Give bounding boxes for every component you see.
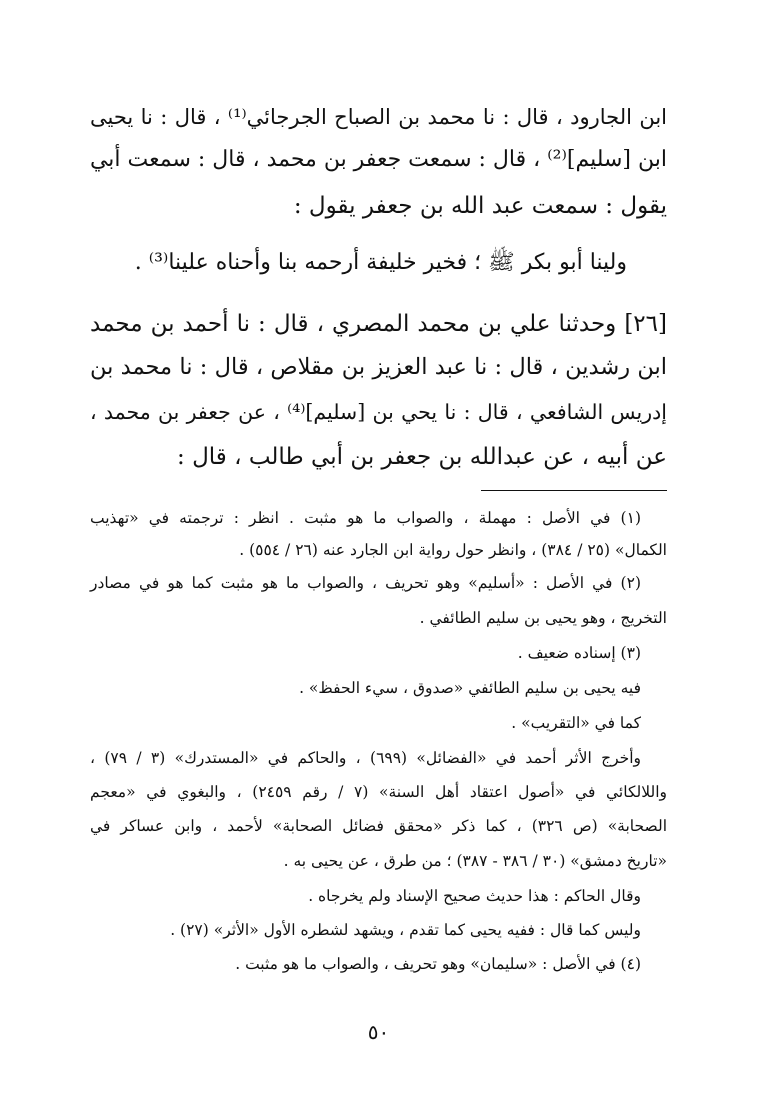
footnote-line: كما في «التقريب» . (511, 714, 641, 732)
hadith-line: ابن رشدين ، قال : نا عبد العزيز بن مقلاص ، قال : نا محمد بن (90, 354, 667, 380)
hadith-line: إدريس الشافعي ، قال : نا يحي بن [سليم]⁽⁴⁾ ، عن جعفر بن محمد ، (90, 400, 667, 424)
footnote-line: الصحابة» (ص ٣٢٦) ، كما ذكر «محقق فضائل الصحابة» لأحمد ، وابن عساكر في (90, 817, 667, 835)
footnote-line: (٤) في الأصل : «سليمان» وهو تحريف ، والصواب ما هو مثبت . (235, 955, 641, 973)
footnote-line: «تاريخ دمشق» (٣٠ / ٣٨٦ - ٣٨٧) ؛ من طرق ، عن يحيى به . (283, 852, 667, 870)
page-number: ٥٠ (367, 1020, 390, 1044)
footnote-line: (١) في الأصل : مهملة ، والصواب ما هو مثبت . انظر : ترجمته في «تهذيب (90, 509, 641, 527)
footnote-line: (٣) إسناده ضعيف . (517, 644, 641, 662)
verse-line: ولينا أبو بكر ﷺ ؛ فخير خليفة أرحمه بنا وأحناه علينا⁽³⁾ . (134, 250, 627, 275)
footnote-line: وقال الحاكم : هذا حديث صحيح الإسناد ولم يخرجاه . (308, 887, 641, 905)
footnote-line: وأخرج الأثر أحمد في «الفضائل» (٦٩٩) ، والحاكم في «المستدرك» (٣ / ٧٩) ، (90, 749, 642, 767)
main-text-line: ابن الجارود ، قال : نا محمد بن الصباح الجرجائي⁽¹⁾ ، قال : نا يحيى (90, 105, 667, 129)
footnote-line: (٢) في الأصل : «أسليم» وهو تحريف ، والصواب ما هو مثبت كما هو في مصادر (90, 574, 641, 592)
footnote-line: فيه يحيى بن سليم الطائفي «صدوق ، سيء الحفظ» . (299, 679, 641, 697)
footnote-line: واللالكائي في «أصول اعتقاد أهل السنة» (٧ / رقم ٢٤٥٩) ، والبغوي في «معجم (90, 783, 667, 801)
hadith-line: عن أبيه ، عن عبدالله بن جعفر بن أبي طالب ، قال : (177, 444, 667, 470)
footnote-line: التخريج ، وهو يحيى بن سليم الطائفي . (419, 609, 667, 627)
main-text-line: ابن [سليم]⁽²⁾ ، قال : سمعت جعفر بن محمد ، قال : سمعت أبي (89, 147, 667, 172)
footnote-line: وليس كما قال : ففيه يحيى كما تقدم ، ويشهد لشطره الأول «الأثر» (٢٧) . (170, 921, 641, 939)
footnote-line: الكمال» (٢٥ / ٣٨٤) ، وانظر حول رواية ابن الجارد عنه (٢٦ / ٥٥٤) . (239, 541, 667, 559)
hadith-line: [٢٦] وحدثنا علي بن محمد المصري ، قال : نا أحمد بن محمد (90, 311, 667, 337)
footnote-separator (481, 490, 667, 491)
main-text-line: يقول : سمعت عبد الله بن جعفر يقول : (293, 193, 667, 219)
